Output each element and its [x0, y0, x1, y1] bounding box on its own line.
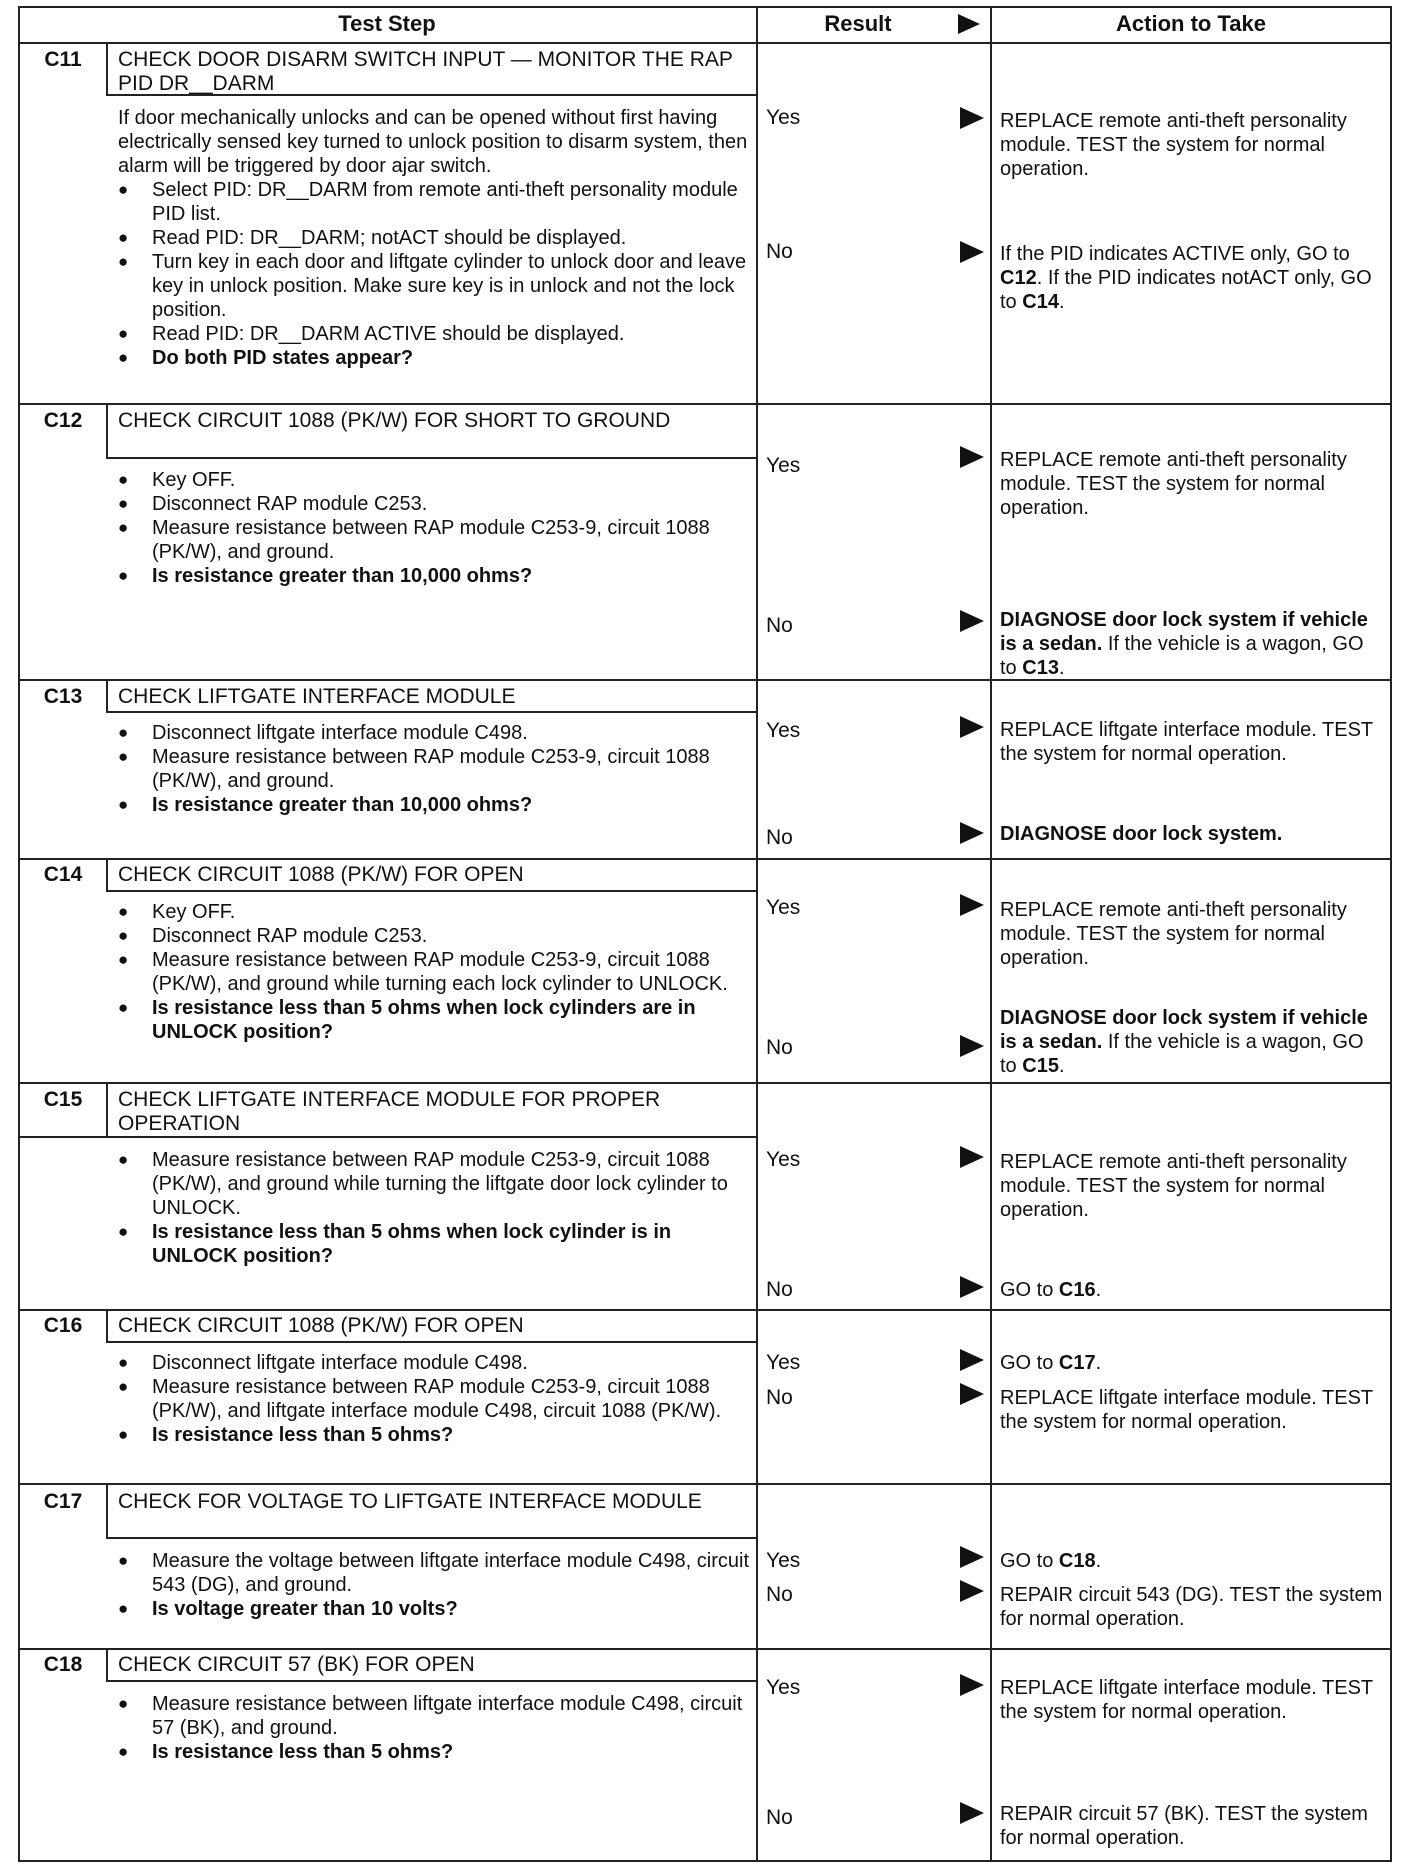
step-question: ● Is voltage greater than 10 volts?: [118, 1597, 758, 1621]
action-no: If the PID indicates ACTIVE only, GO to C12. If the PID indicates notACT only, GO to C14.: [1000, 243, 1372, 313]
action-yes: REPLACE remote anti-theft personality module. TEST the system for normal operation.: [1000, 110, 1347, 180]
action-no: DIAGNOSE door lock system if vehicle is a sedan. If the vehicle is a wagon, GO to C13.: [1000, 609, 1368, 679]
step-title: CHECK CIRCUIT 1088 (PK/W) FOR OPEN: [118, 863, 524, 886]
result-yes: Yes: [766, 1676, 801, 1699]
step-id: C13: [43, 685, 83, 708]
step-id: C17: [43, 1490, 83, 1513]
step-bullet: ● Measure resistance between RAP module C253-9, circuit 1088 (PK/W), and liftgate interface module C498, circuit 1088 (PK/W).: [118, 1375, 758, 1423]
step-title-divider: [106, 1680, 756, 1682]
result-no: No: [766, 1278, 793, 1301]
test-step-table: [18, 6, 1392, 1862]
step-description: [118, 721, 758, 817]
result-no: No: [766, 1036, 793, 1059]
step-title: CHECK DOOR DISARM SWITCH INPUT — MONITOR THE RAP PID DR__DARM: [118, 48, 733, 95]
step-title-divider: [106, 1537, 756, 1539]
step-question: ● Is resistance less than 5 ohms?: [118, 1423, 758, 1447]
action-no: REPLACE liftgate interface module. TEST the system for normal operation.: [1000, 1387, 1373, 1433]
step-bullet: ● Measure resistance between liftgate interface module C498, circuit 57 (BK), and ground.: [118, 1692, 758, 1740]
step-description: [118, 468, 758, 588]
action-yes: REPLACE liftgate interface module. TEST the system for normal operation.: [1000, 719, 1373, 765]
result-arrow-icon: [960, 894, 984, 916]
step-bullet: ● Key OFF.: [118, 900, 758, 924]
step-title-divider: [106, 890, 756, 892]
step-intro: If door mechanically unlocks and can be opened without first having electrically sensed key turned to unlock position to disarm system, then alarm will be triggered by door ajar switch.: [118, 107, 748, 177]
step-title-divider: [18, 1136, 756, 1138]
result-arrow-icon: [960, 822, 984, 844]
row-divider: [18, 1483, 1392, 1485]
result-arrow-icon: [960, 241, 984, 263]
step-bullet: ● Disconnect RAP module C253.: [118, 924, 758, 948]
result-yes: Yes: [766, 1148, 801, 1171]
result-no: No: [766, 1386, 793, 1409]
result-yes: Yes: [766, 719, 801, 742]
step-bullet: ● Select PID: DR__DARM from remote anti-theft personality module PID list.: [118, 178, 758, 226]
step-description: [118, 1351, 758, 1447]
step-description: [118, 1549, 758, 1621]
step-bullet: ● Disconnect liftgate interface module C498.: [118, 721, 758, 745]
action-yes: GO to C18.: [1000, 1550, 1102, 1572]
result-arrow-icon: [960, 1802, 984, 1824]
row-divider: [18, 1309, 1392, 1311]
action-yes: GO to C17.: [1000, 1352, 1102, 1374]
step-bullet: ● Measure resistance between RAP module C253-9, circuit 1088 (PK/W), and ground.: [118, 745, 758, 793]
step-id: C14: [43, 863, 83, 886]
step-bullet: ● Measure the voltage between liftgate interface module C498, circuit 543 (DG), and ground.: [118, 1549, 758, 1597]
header-test-step: Test Step: [338, 11, 436, 36]
result-yes: Yes: [766, 896, 801, 919]
step-id: C15: [43, 1088, 83, 1111]
step-question: ● Is resistance less than 5 ohms when lock cylinder is in UNLOCK position?: [118, 1220, 758, 1268]
result-no: No: [766, 614, 793, 637]
step-description: [118, 1148, 758, 1268]
step-description: [118, 900, 758, 1044]
row-divider: [18, 858, 1392, 860]
step-description: [118, 106, 758, 370]
step-bullet: ● Turn key in each door and liftgate cylinder to unlock door and leave key in unlock position. Make sure key is in unlock and not the lock position.: [118, 250, 758, 322]
column-divider-result: [990, 6, 992, 1862]
step-bullet: ● Measure resistance between RAP module C253-9, circuit 1088 (PK/W), and ground.: [118, 516, 758, 564]
action-yes: REPLACE liftgate interface module. TEST the system for normal operation.: [1000, 1677, 1373, 1723]
step-id: C18: [43, 1653, 83, 1676]
step-question: ● Is resistance greater than 10,000 ohms?: [118, 793, 758, 817]
step-title: CHECK FOR VOLTAGE TO LIFTGATE INTERFACE MODULE: [118, 1490, 702, 1513]
table-border-bottom: [18, 1860, 1392, 1862]
result-arrow-icon: [960, 1546, 984, 1568]
row-divider: [18, 1082, 1392, 1084]
step-question: ● Is resistance less than 5 ohms when lock cylinders are in UNLOCK position?: [118, 996, 758, 1044]
step-bullet: ● Measure resistance between RAP module C253-9, circuit 1088 (PK/W), and ground while turning the liftgate door lock cylinder to UNLOCK.: [118, 1148, 758, 1220]
result-arrow-icon: [960, 610, 984, 632]
result-arrow-icon: [960, 1276, 984, 1298]
result-no: No: [766, 240, 793, 263]
result-arrow-icon: [960, 107, 984, 129]
step-id: C12: [43, 409, 83, 432]
step-title: CHECK CIRCUIT 1088 (PK/W) FOR SHORT TO GROUND: [118, 409, 671, 432]
action-yes: REPLACE remote anti-theft personality module. TEST the system for normal operation.: [1000, 899, 1347, 969]
step-question: ● Is resistance less than 5 ohms?: [118, 1740, 758, 1764]
step-bullet: ● Disconnect RAP module C253.: [118, 492, 758, 516]
step-bullet: ● Measure resistance between RAP module C253-9, circuit 1088 (PK/W), and ground while turning each lock cylinder to UNLOCK.: [118, 948, 758, 996]
result-arrow-icon: [960, 1146, 984, 1168]
step-title: CHECK LIFTGATE INTERFACE MODULE: [118, 685, 516, 708]
step-bullet: ● Key OFF.: [118, 468, 758, 492]
result-yes: Yes: [766, 454, 801, 477]
step-bullet: ● Disconnect liftgate interface module C498.: [118, 1351, 758, 1375]
header-divider: [18, 42, 1392, 44]
header-result: Result: [824, 11, 892, 36]
step-description: [118, 1692, 758, 1764]
result-yes: Yes: [766, 1351, 801, 1374]
row-divider: [18, 1648, 1392, 1650]
result-no: No: [766, 1583, 793, 1606]
step-title-divider: [106, 1341, 756, 1343]
step-bullet: ● Read PID: DR__DARM; notACT should be displayed.: [118, 226, 758, 250]
result-arrow-icon: [960, 446, 984, 468]
result-arrow-icon: [960, 1035, 984, 1057]
step-question: ● Is resistance greater than 10,000 ohms?: [118, 564, 758, 588]
result-arrow-icon: [960, 716, 984, 738]
step-title-divider: [106, 711, 756, 713]
action-no: DIAGNOSE door lock system if vehicle is a sedan. If the vehicle is a wagon, GO to C15.: [1000, 1007, 1368, 1077]
action-yes: REPLACE remote anti-theft personality module. TEST the system for normal operation.: [1000, 1151, 1347, 1221]
action-yes: REPLACE remote anti-theft personality module. TEST the system for normal operation.: [1000, 449, 1347, 519]
result-no: No: [766, 1806, 793, 1829]
result-yes: Yes: [766, 106, 801, 129]
step-id: C11: [44, 48, 82, 71]
action-no: REPAIR circuit 57 (BK). TEST the system for normal operation.: [1000, 1803, 1368, 1849]
row-divider: [18, 403, 1392, 405]
step-question: ● Do both PID states appear?: [118, 346, 758, 370]
table-border-right: [1390, 6, 1392, 1862]
row-divider: [18, 679, 1392, 681]
step-bullet: ● Read PID: DR__DARM ACTIVE should be displayed.: [118, 322, 758, 346]
step-title-divider: [106, 457, 756, 459]
action-no: REPAIR circuit 543 (DG). TEST the system for normal operation.: [1000, 1584, 1383, 1630]
result-no: No: [766, 826, 793, 849]
action-no: GO to C16.: [1000, 1279, 1102, 1301]
result-arrow-icon: [960, 1383, 984, 1405]
result-arrow-icon: [960, 1580, 984, 1602]
result-yes: Yes: [766, 1549, 801, 1572]
step-title: CHECK CIRCUIT 1088 (PK/W) FOR OPEN: [118, 1314, 524, 1337]
header-arrow-icon: [958, 14, 980, 34]
result-arrow-icon: [960, 1674, 984, 1696]
step-title: CHECK LIFTGATE INTERFACE MODULE FOR PROPER OPERATION: [118, 1088, 661, 1135]
step-id: C16: [43, 1314, 83, 1337]
table-border-left: [18, 6, 20, 1862]
result-arrow-icon: [960, 1349, 984, 1371]
header-action: Action to Take: [1116, 11, 1266, 36]
action-no: DIAGNOSE door lock system.: [1000, 823, 1283, 845]
step-title: CHECK CIRCUIT 57 (BK) FOR OPEN: [118, 1653, 475, 1676]
